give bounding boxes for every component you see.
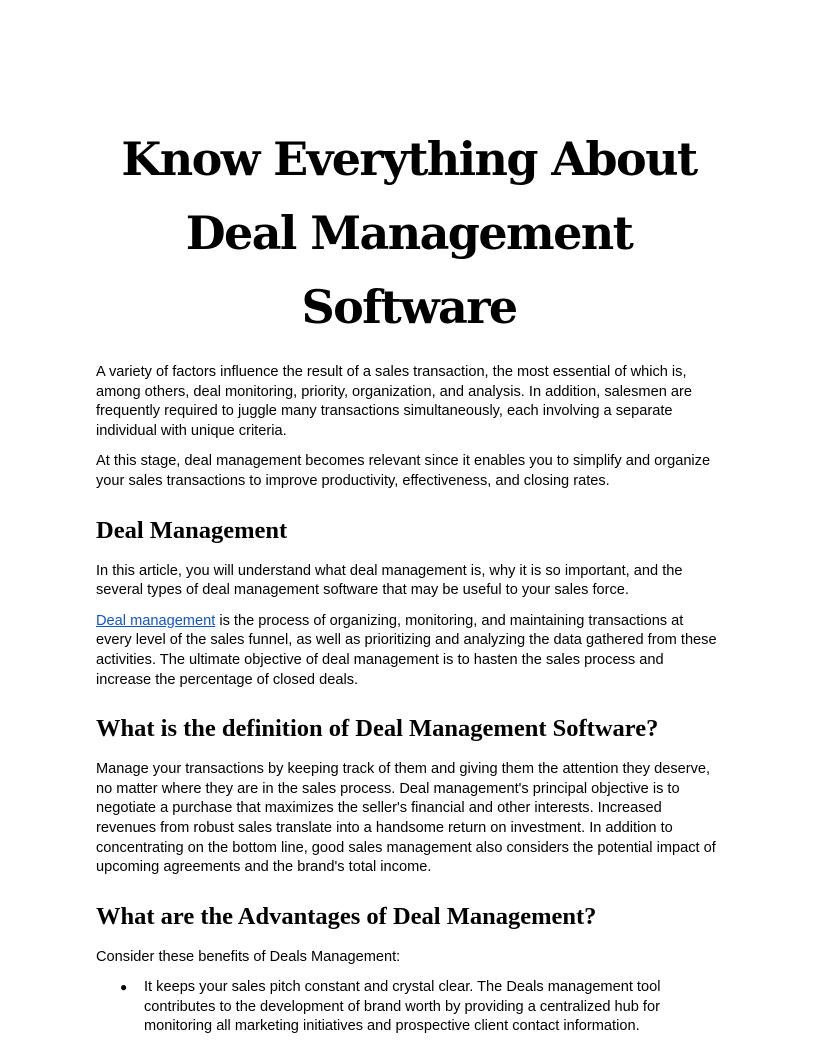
title-line-2: Deal Management Software bbox=[185, 206, 633, 334]
deal-management-paragraph-2 bbox=[96, 612, 722, 690]
document-title bbox=[84, 120, 734, 344]
section-heading-advantages: What are the Advantages of Deal Management? bbox=[96, 902, 597, 930]
advantages-intro: Consider these benefits of Deals Management: bbox=[96, 948, 401, 965]
list-item-text: It keeps your sales pitch constant and crystal clear. The Deals management tool contributes to the development of brand worth by providing a centralized hub for monitoring all marketing initiatives and prospective client contact information. bbox=[144, 979, 661, 1035]
intro-paragraph-1: A variety of factors influence the result of a sales transaction, the most essential of which is, among others, deal monitoring, priority, organization, and analysis. In addition, salesmen are frequently required to juggle many transactions simultaneously, each involving a separate individual with unique criteria. bbox=[96, 364, 692, 439]
deal-management-paragraph-1: In this article, you will understand what deal management is, why it is so important, and the several types of deal management software that may be useful to your sales force. bbox=[96, 562, 683, 599]
deal-management-link[interactable]: Deal management bbox=[96, 612, 216, 629]
document-content bbox=[96, 120, 722, 1037]
deal-management-paragraph-2-text: is the process of organizing, monitoring, and maintaining transactions at every level of the sales funnel, as well as prioritizing and analyzing the data gathered from these activities. The ultimate objective of deal management is to hasten the sales process and increase the percentage of closed deals. bbox=[96, 612, 717, 688]
section-heading-deal-management: Deal Management bbox=[96, 516, 288, 544]
title-line-1: Know Everything About bbox=[121, 132, 697, 186]
bullet-icon: ● bbox=[120, 980, 128, 995]
definition-paragraph: Manage your transactions by keeping track of them and giving them the attention they deserve, no matter where they are in the sales process. Deal management's principal objective is to negotiate a purchase that maximizes the seller's financial and other interests. Increased revenues from robust sales translate into a handsome return on investment. In addition to concentrating on the bottom line, good sales management also considers the potential impact of upcoming agreements and the brand's total income. bbox=[96, 761, 716, 876]
intro-paragraph-2: At this stage, deal management becomes relevant since it enables you to simplify and organize your sales transactions to improve productivity, effectiveness, and closing rates. bbox=[96, 453, 711, 489]
benefits-list bbox=[96, 978, 722, 1037]
list-item bbox=[96, 978, 722, 1037]
section-heading-definition: What is the definition of Deal Management Software? bbox=[96, 715, 659, 743]
